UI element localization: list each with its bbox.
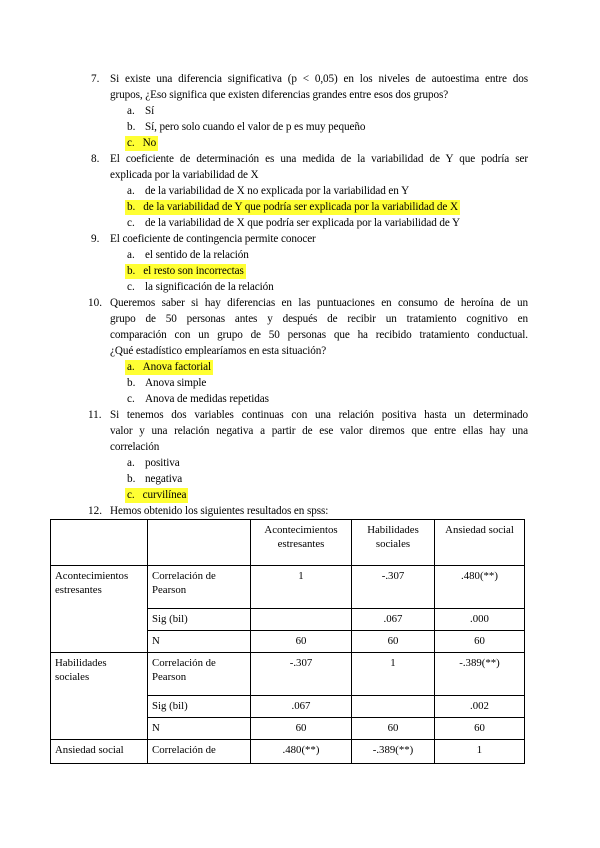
question-text-line: Queremos saber si hay diferencias en las puntuaciones en consumo de heroína de un	[110, 297, 528, 309]
option-highlighted	[125, 136, 158, 151]
option-letter: c.	[127, 137, 135, 149]
option-text: Anova simple	[145, 377, 207, 389]
option-text: Sí	[145, 105, 155, 117]
table-row	[51, 740, 525, 764]
table-cell: .002	[435, 696, 525, 718]
option-letter: b.	[127, 121, 136, 133]
option-letter: b.	[127, 473, 136, 485]
table-row	[51, 566, 525, 609]
table-cell: 60	[251, 718, 352, 740]
question-text-line: explicada por la variabilidad de X	[110, 169, 259, 181]
option-text: de la variabilidad de X que podría ser explicada por la variabilidad de Y	[145, 217, 461, 229]
option-letter: b.	[127, 377, 136, 389]
table-cell: -.307	[352, 566, 435, 609]
row-group-label: Habilidades sociales	[51, 653, 148, 740]
table-cell: 60	[435, 631, 525, 653]
option-letter: a.	[127, 249, 135, 261]
header-cell: Ansiedad social	[435, 520, 525, 566]
question-number: 7.	[91, 73, 100, 85]
question-text-line: correlación	[110, 441, 160, 453]
table-cell: .480(**)	[251, 740, 352, 764]
option-text: negativa	[145, 473, 183, 485]
question-text-line: grupos, ¿Eso significa que existen diferencias grandes entre esos dos grupos?	[110, 89, 449, 101]
table-cell: 60	[352, 718, 435, 740]
table-cell: 1	[352, 653, 435, 696]
option-text: Anova factorial	[142, 361, 212, 373]
option-text: el resto son incorrectas	[143, 265, 244, 277]
stat-label: N	[148, 718, 251, 740]
table-cell: 60	[435, 718, 525, 740]
option-highlighted	[125, 488, 188, 503]
option-text: de la variabilidad de Y que podría ser explicada por la variabilidad de X	[143, 201, 458, 213]
table-cell: 60	[352, 631, 435, 653]
stat-label: Correlación de	[148, 740, 251, 764]
question-number: 8.	[91, 153, 100, 165]
header-cell	[148, 520, 251, 566]
table-cell: .480(**)	[435, 566, 525, 609]
option-letter: a.	[127, 105, 135, 117]
question-text-line: Si existe una diferencia significativa (p < 0,05) en los niveles de autoestima entre dos	[110, 73, 528, 85]
option-letter: b.	[127, 201, 136, 213]
option-highlighted	[125, 360, 213, 375]
question-text-line: grupo de 50 personas antes y después de recibir un tratamiento cognitivo en	[110, 313, 528, 325]
option-letter: a.	[127, 185, 135, 197]
question-number: 10.	[88, 297, 102, 309]
table-header-row	[51, 520, 525, 566]
option-highlighted	[125, 264, 246, 279]
option-letter: c.	[127, 217, 135, 229]
option-text: el sentido de la relación	[145, 249, 249, 261]
option-text: curvilínea	[142, 489, 187, 501]
table-cell: .000	[435, 609, 525, 631]
option-highlighted	[125, 200, 460, 215]
option-text: No	[142, 137, 157, 149]
question-number: 11.	[88, 409, 102, 421]
table-row	[51, 653, 525, 696]
stat-label: Correlación de Pearson	[148, 653, 251, 696]
question-number: 12.	[88, 505, 102, 517]
question-text-line: Hemos obtenido los siguientes resultados en spss:	[110, 505, 329, 517]
table-cell: -.389(**)	[352, 740, 435, 764]
option-letter: c.	[127, 281, 135, 293]
table-cell	[352, 696, 435, 718]
header-cell	[51, 520, 148, 566]
table-cell	[251, 609, 352, 631]
table-cell: 1	[251, 566, 352, 609]
option-letter: a.	[127, 457, 135, 469]
stat-label: N	[148, 631, 251, 653]
stat-label: Sig (bil)	[148, 609, 251, 631]
question-text-line: comparación con un grupo de 50 personas que ha recibido tratamiento conductual.	[110, 329, 528, 341]
option-text: la significación de la relación	[145, 281, 274, 293]
table-cell: .067	[251, 696, 352, 718]
question-text-line: ¿Qué estadístico emplearíamos en esta situación?	[110, 345, 327, 357]
option-letter: a.	[127, 361, 135, 373]
question-text-line: Si tenemos dos variables continuas con una relación positiva hasta un determinado	[110, 409, 528, 421]
table-cell: .067	[352, 609, 435, 631]
table-cell: -.307	[251, 653, 352, 696]
correlation-table	[50, 519, 525, 764]
option-text: positiva	[145, 457, 180, 469]
header-cell: Acontecimientos estresantes	[251, 520, 352, 566]
question-text-line: valor y una relación negativa a partir de ese valor diremos que entre ellas hay una	[110, 425, 528, 437]
option-letter: c.	[127, 393, 135, 405]
question-text-line: El coeficiente de determinación es una medida de la variabilidad de Y que podría ser	[110, 153, 528, 165]
table-cell: 60	[251, 631, 352, 653]
question-text-line: El coeficiente de contingencia permite conocer	[110, 233, 316, 245]
option-letter: b.	[127, 265, 136, 277]
table-cell: 1	[435, 740, 525, 764]
row-group-label: Ansiedad social	[51, 740, 148, 764]
option-text: Sí, pero solo cuando el valor de p es muy pequeño	[145, 121, 366, 133]
stat-label: Sig (bil)	[148, 696, 251, 718]
option-text: de la variabilidad de X no explicada por la variabilidad en Y	[145, 185, 410, 197]
question-number: 9.	[91, 233, 100, 245]
option-letter: c.	[127, 489, 135, 501]
row-group-label: Acontecimientos estresantes	[51, 566, 148, 653]
header-cell: Habilidades sociales	[352, 520, 435, 566]
option-text: Anova de medidas repetidas	[145, 393, 269, 405]
table-cell: -.389(**)	[435, 653, 525, 696]
stat-label: Correlación de Pearson	[148, 566, 251, 609]
